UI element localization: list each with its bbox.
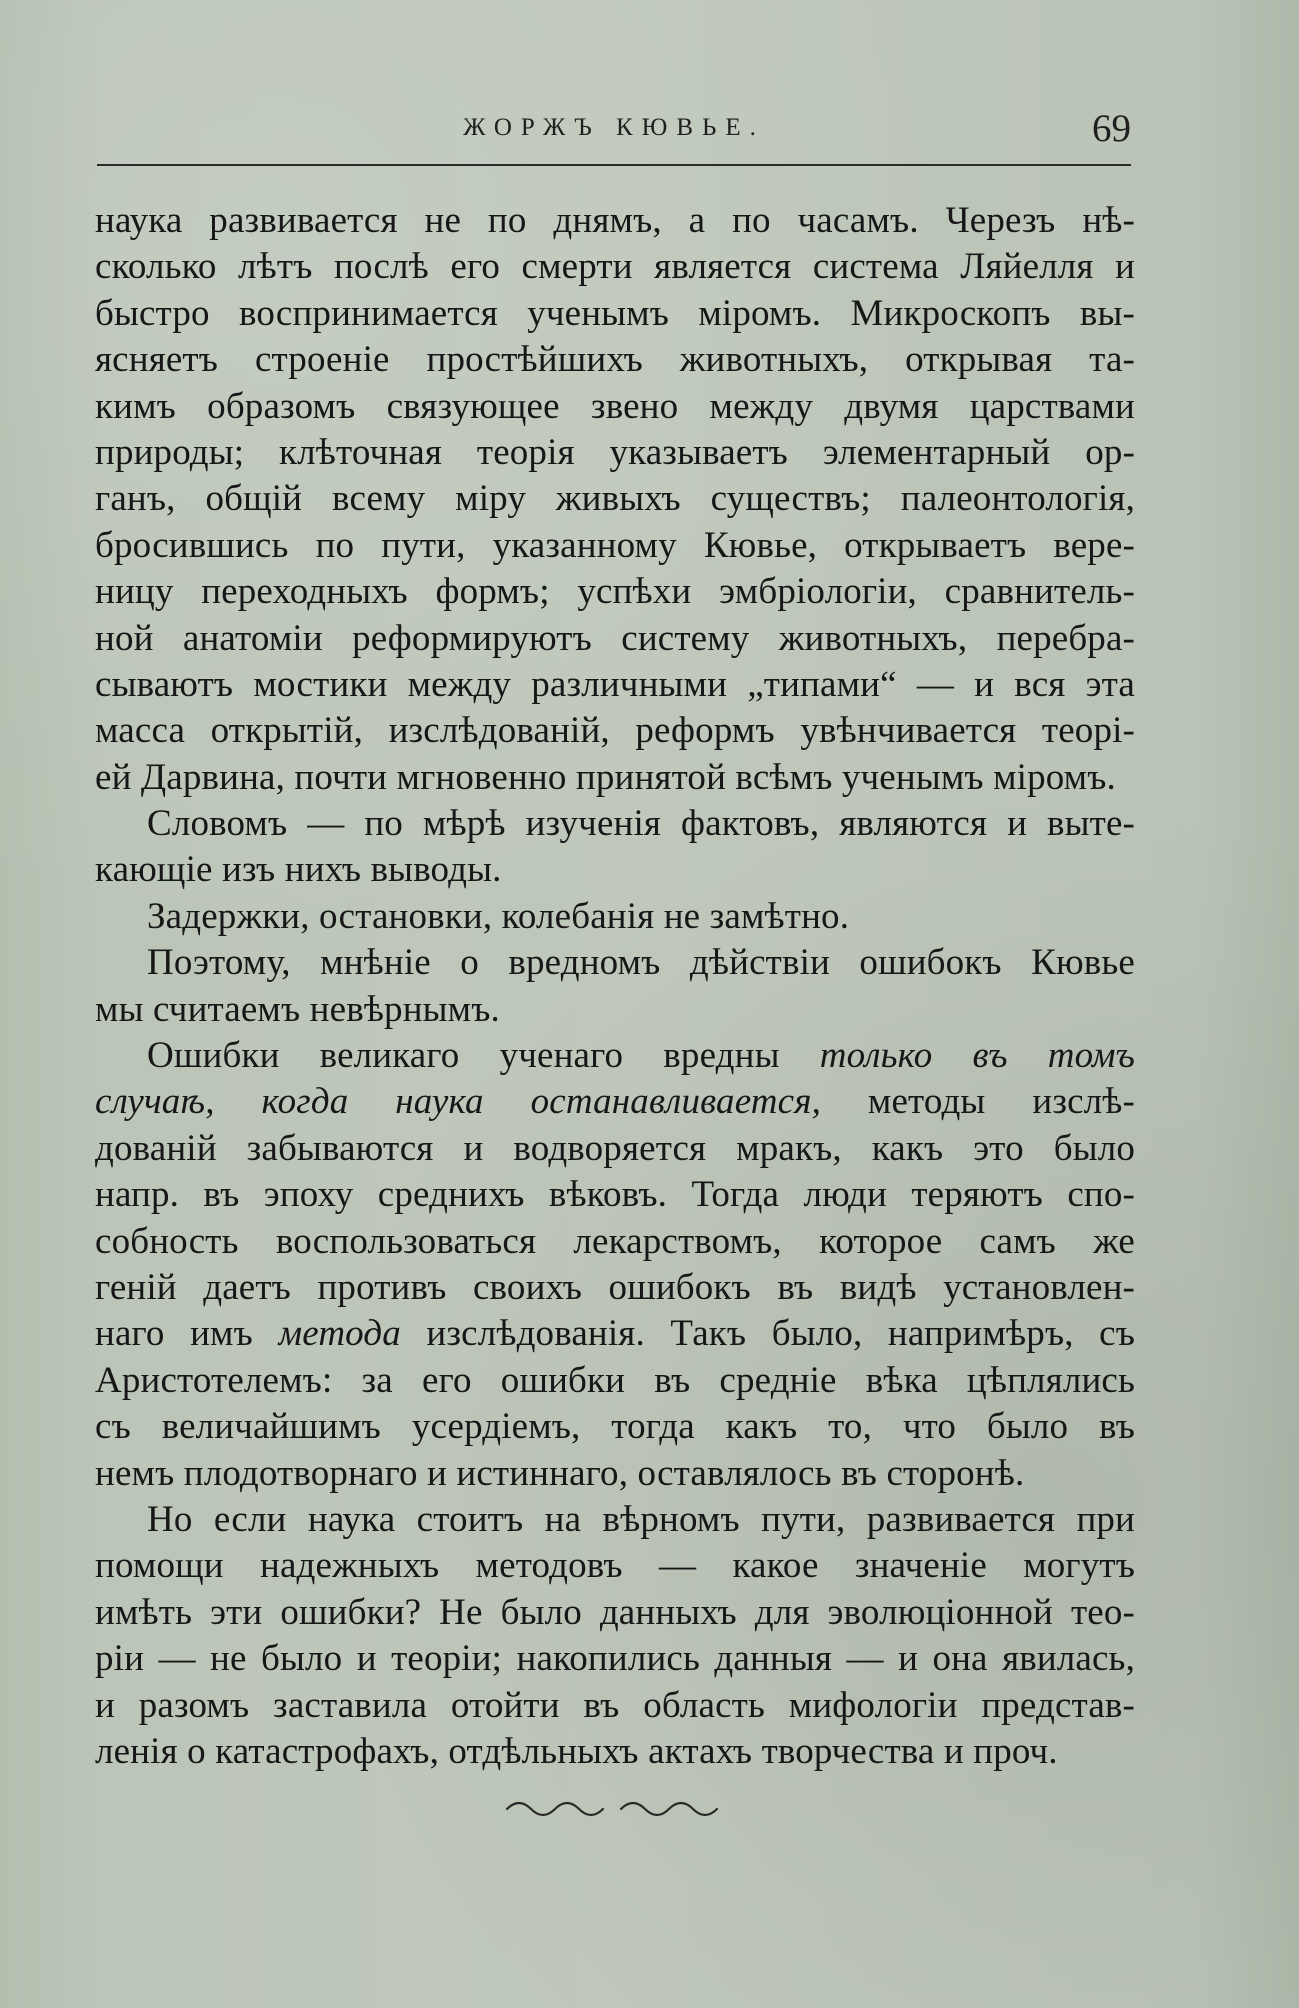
text-line: наука развивается не по днямъ, а по часамъ. Черезъ нѣ- <box>95 200 1135 241</box>
text-line: сываютъ мостики между различными „типами“ — и вся эта <box>95 663 1135 705</box>
text-line: ганъ, общій всему міру живыхъ существъ; палеонтологія, <box>95 478 1135 520</box>
text-line-composite <box>95 1033 1135 1079</box>
text-line: Но если наука стоитъ на вѣрномъ пути, развивается при <box>147 1498 1135 1540</box>
wavy-rule-ornament <box>505 1797 719 1821</box>
text-line: ницу переходныхъ формъ; успѣхи эмбріологіи, сравнитель- <box>95 571 1135 613</box>
text-line: природы; клѣточная теорія указываетъ элементарный ор- <box>95 431 1135 473</box>
text-line: и разомъ заставила отойти въ область мифологіи представ- <box>95 1684 1135 1726</box>
text-line: Словомъ — по мѣрѣ изученія фактовъ, являются и выте- <box>147 803 1135 845</box>
text-line: геній даетъ противъ своихъ ошибокъ въ видѣ установлен- <box>95 1266 1135 1308</box>
text-line: дованій забываются и водворяется мракъ, какъ это было <box>95 1127 1135 1169</box>
text-line: немъ плодотворнаго и истиннаго, оставлялось въ сторонѣ. <box>95 1452 1025 1494</box>
text-line: съ величайшимъ усердіемъ, тогда какъ то, что было въ <box>95 1406 1135 1448</box>
italic-fragment: случаѣ, когда наука останавливается, <box>95 1081 821 1123</box>
text-line: напр. въ эпоху среднихъ вѣковъ. Тогда люди теряютъ спо- <box>95 1174 1135 1216</box>
italic-fragment: только въ томъ <box>819 1035 1135 1077</box>
text-fragment: методы изслѣ- <box>867 1081 1135 1123</box>
text-line: имѣть эти ошибки? Не было данныхъ для эволюціонной тео- <box>95 1591 1135 1633</box>
text-line: ей Дарвина, почти мгновенно принятой всѣмъ ученымъ міромъ. <box>95 756 1116 798</box>
main-text <box>95 198 1135 1775</box>
text-line: собность воспользоваться лекарствомъ, которое самъ же <box>95 1220 1135 1262</box>
text-line: масса открытій, изслѣдованій, реформъ увѣнчивается теорі- <box>95 710 1135 752</box>
text-line: Поэтому, мнѣніе о вредномъ дѣйствіи ошибокъ Кювье <box>147 942 1135 984</box>
text-line: быстро воспринимается ученымъ міромъ. Микроскопъ вы- <box>95 292 1135 334</box>
running-header <box>97 108 1131 166</box>
text-line: ленія о катастрофахъ, отдѣльныхъ актахъ творчества и проч. <box>95 1730 1058 1772</box>
text-line: ной анатоміи реформируютъ систему животныхъ, перебра- <box>95 617 1135 659</box>
text-fragment: наго имъ <box>95 1313 253 1355</box>
text-line: помощи надежныхъ методовъ — какое значеніе могутъ <box>95 1545 1135 1587</box>
text-line: сколько лѣтъ послѣ его смерти является система Ляйелля и <box>95 246 1135 288</box>
text-fragment: изслѣдованія. Такъ было, напримѣръ, съ <box>426 1313 1136 1355</box>
text-line: мы считаемъ невѣрнымъ. <box>95 988 500 1030</box>
text-line: бросившись по пути, указанному Кювье, открываетъ вере- <box>95 524 1135 566</box>
text-line: ясняетъ строеніе простѣйшихъ животныхъ, открывая та- <box>95 339 1135 381</box>
text-line: кающіе изъ нихъ выводы. <box>95 849 502 891</box>
text-line: Аристотелемъ: за его ошибки въ средніе вѣка цѣплялись <box>95 1359 1135 1401</box>
text-line: кимъ образомъ связующее звено между двумя царствами <box>95 385 1135 427</box>
page-number: 69 <box>1092 107 1131 150</box>
running-title: ЖОРЖЪ КЮВЬЕ. <box>463 114 765 141</box>
text-line-composite <box>95 1079 1135 1125</box>
text-line: Задержки, остановки, колебанія не замѣтно. <box>147 895 850 937</box>
text-fragment: Ошибки великаго ученаго вредны <box>147 1035 780 1077</box>
italic-fragment: метода <box>278 1313 401 1355</box>
text-line: ріи — не было и теоріи; накопились данныя — и она явилась, <box>95 1638 1135 1680</box>
text-line-composite <box>95 1311 1135 1357</box>
